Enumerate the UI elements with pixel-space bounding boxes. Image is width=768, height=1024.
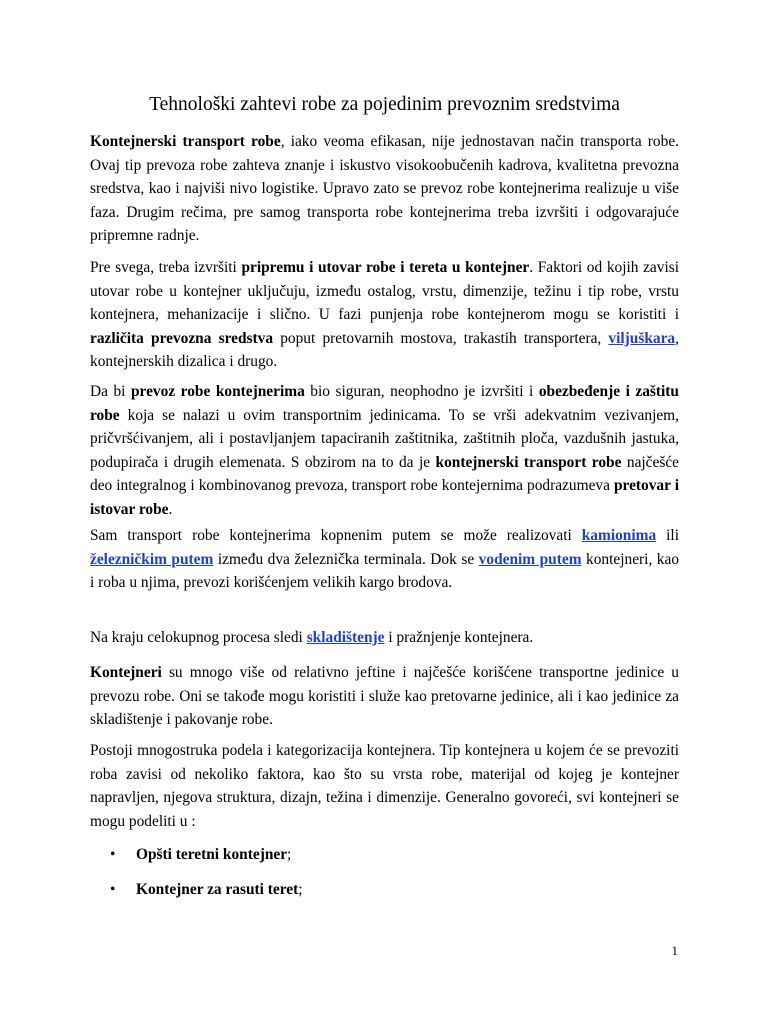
- paragraph-6: [90, 661, 679, 732]
- text-run: i pražnjenje kontejnera.: [384, 629, 534, 646]
- text-run: ;: [287, 846, 292, 863]
- bold-text: Kontejnerski transport robe: [90, 133, 281, 150]
- text-run: .: [168, 500, 173, 518]
- text-run: bio siguran, neophodno je izvršiti i: [304, 383, 539, 400]
- text-run: koja se nalazi u ovim transportnim jedinicama. To se vrši adekvatnim vezivanjem, pričvršćivanjem, ali i postavljanjem tapaciranih zaštitnika, zaštitnih ploča, vazdušnih jastuka, podupirača i drugih elemenata. S obzirom na to da je: [90, 406, 679, 471]
- link-skladistenje[interactable]: skladištenje: [306, 629, 385, 646]
- paragraph-5: [90, 626, 679, 650]
- text-run: Sam transport robe kontejnerima kopnenim putem se može realizovati: [90, 527, 582, 544]
- page-number: 1: [671, 943, 678, 958]
- bold-text: pripremu i utovar robe i tereta u kontejner: [241, 259, 530, 276]
- paragraph-4: [90, 524, 679, 595]
- bold-text: prevoz robe kontejnerima: [130, 383, 305, 400]
- bold-text: različita prevozna sredstva: [90, 329, 274, 347]
- paragraph-1: [90, 130, 679, 248]
- text-run: su mnogo više od relativno jeftine i najčešće korišćene transportne jedinice u prevozu robe. Oni se takođe mogu koristiti i služe kao pretovarne jedinice, ali i kao jedinice za skladištenje i pakovanje robe.: [90, 664, 679, 728]
- bold-text: Kontejneri: [90, 664, 162, 681]
- paragraph-3: [90, 380, 679, 521]
- bullet-icon: •: [110, 881, 116, 898]
- text-run: ili: [656, 527, 679, 544]
- text-run: , iako veoma efikasan, nije jednostavan način transporta robe. Ovaj tip prevoza robe zahteva znanje i iskustvo visokoobučenih kadrova, kvalitetna prevozna sredstva, kao i najviši nivo logistike. Upravo zato se prevoz robe kontejnerima realizuje u više faza. Drugim rečima, pre samog transporta robe kontejnerima treba izvršiti i odgovarajuće pripremne radnje.: [90, 133, 679, 244]
- text-run: Da bi: [90, 383, 131, 400]
- text-run: najčešće deo integralnog i kombinovanog prevoza, transport robe kontejernima podrazumeva: [90, 453, 679, 494]
- paragraph-7: [90, 739, 679, 833]
- bold-text: obezbeđenje i zaštitu robe: [90, 383, 679, 424]
- link-kamionima[interactable]: kamionima: [581, 527, 657, 544]
- bold-text: Kontejner za rasuti teret: [136, 881, 299, 898]
- link-vodenim-putem[interactable]: vodenim putem: [478, 550, 582, 568]
- paragraph-2: [90, 256, 679, 374]
- text-run: , kontejnerskih dizalica i drugo.: [90, 329, 679, 370]
- text-run: kontejneri, kao i roba u njima, prevozi korišćenjem velikih kargo brodova.: [90, 550, 680, 591]
- document-title: Tehnološki zahtevi robe za pojedinim prevoznim sredstvima: [149, 94, 620, 115]
- text-run: . Faktori od kojih zavisi utovar robe u kontejner uključuju, između ostalog, vrstu, dimenzije, težinu i tip robe, vrstu kontejnera, mehanizacije i slično. U fazi punjenja robe kontejnerom mogu se koristiti i: [90, 259, 680, 323]
- link-viljuskara[interactable]: viljuškara: [608, 329, 676, 347]
- bold-text: Opšti teretni kontejner: [136, 846, 288, 863]
- bold-text: pretovar i istovar robe: [90, 477, 679, 518]
- text-run: poput pretovarnih mostova, trakastih transportera,: [273, 329, 609, 347]
- text-run: Postoji mnogostruka podela i kategorizacija kontejnera. Tip kontejnera u kojem će se prevoziti roba zavisi od nekoliko faktora, kao što su vrsta robe, materijal od kojeg je kontejner napravljen, njegova struktura, dizajn, težina i dimenzije. Generalno govoreći, svi kontejneri se mogu podeliti u :: [90, 742, 679, 830]
- text-run: Pre svega, treba izvršiti: [90, 259, 242, 276]
- bold-text: kontejnerski transport robe: [435, 453, 622, 471]
- text-run: između dva železnička terminala. Dok se: [213, 550, 479, 568]
- text-run: ;: [298, 881, 303, 898]
- text-run: Na kraju celokupnog procesa sledi: [90, 629, 307, 646]
- bullet-icon: •: [110, 846, 116, 863]
- link-zeleznickim-putem[interactable]: železničkim putem: [90, 550, 214, 568]
